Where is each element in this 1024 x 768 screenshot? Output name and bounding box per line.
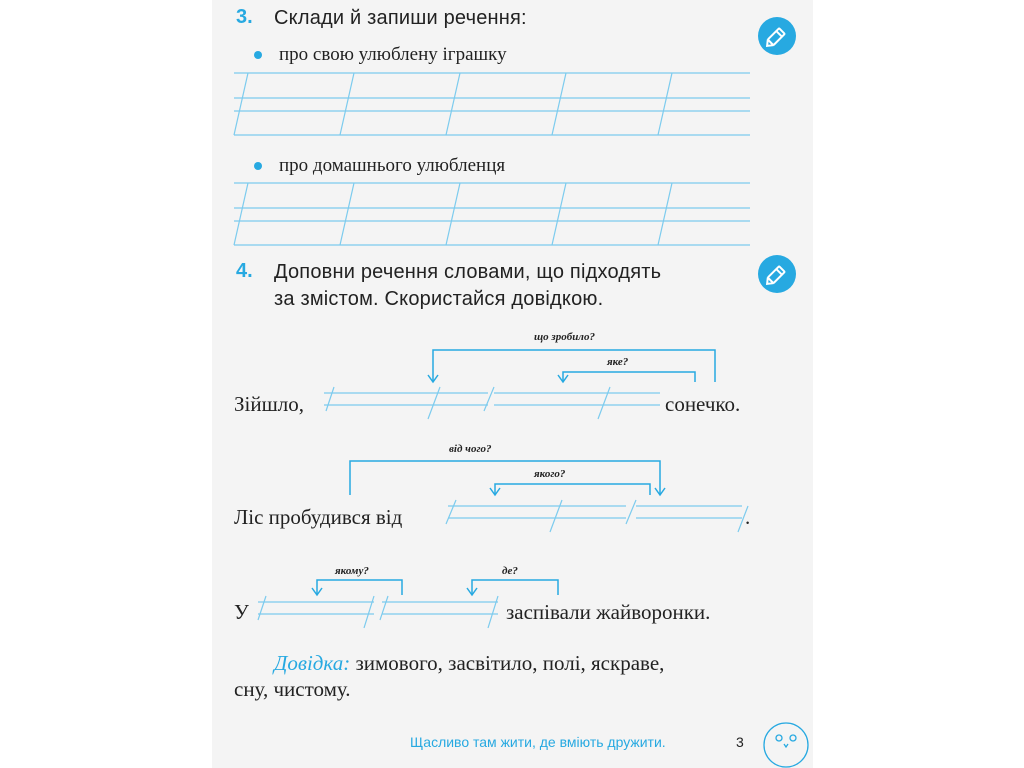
bracket-arrows-2 (344, 455, 674, 500)
sentence-3-start: У (234, 600, 249, 624)
exercise-3-item-2: про домашнього улюбленця (279, 155, 506, 176)
exercise-3-item-1: про свою улюблену іграшку (279, 44, 507, 65)
question-label: якого? (534, 468, 566, 480)
reference-words-line-1: зимового, засвітило, полі, яскраве, (355, 651, 665, 675)
blank-lines-1[interactable] (318, 385, 668, 421)
exercise-3-number: 3. (236, 6, 253, 28)
question-label: яке? (607, 356, 629, 368)
question-label: якому? (335, 565, 369, 577)
exercise-4-title-line-2: за змістом. Скористайся довідкою. (274, 288, 604, 310)
workbook-page (212, 0, 813, 768)
footer-proverb: Щасливо там жити, де вміють дружити. (410, 734, 666, 750)
pencil-icon (758, 255, 796, 293)
reference-words-line-2: сну, чистому. (234, 677, 351, 701)
blank-lines-2[interactable] (440, 498, 760, 534)
writing-lines-1[interactable] (232, 70, 752, 138)
sentence-2-start: Ліс пробудився від (234, 505, 403, 529)
reference-block (274, 650, 664, 676)
bullet-icon (254, 162, 262, 170)
owl-icon (760, 718, 812, 768)
exercise-3-title: Склади й запиши речення: (274, 7, 527, 29)
writing-lines-2[interactable] (232, 180, 752, 248)
sentence-1-start: Зійшло, (234, 392, 304, 416)
question-label: що зробило? (534, 331, 595, 343)
question-label: від чого? (449, 443, 492, 455)
blank-lines-3[interactable] (254, 594, 504, 630)
bullet-icon (254, 51, 262, 59)
page-number: 3 (736, 734, 744, 750)
sentence-2-end: . (745, 505, 751, 529)
question-label: де? (502, 565, 518, 577)
pencil-icon (758, 17, 796, 55)
sentence-1-end: сонечко. (665, 392, 741, 416)
exercise-4-number: 4. (236, 260, 253, 282)
reference-label: Довідка: (274, 651, 351, 675)
exercise-4-title-line-1: Доповни речення словами, що підходять (274, 261, 662, 283)
bracket-arrows-1 (424, 340, 724, 390)
sentence-3-end: заспівали жайворонки. (506, 600, 711, 624)
